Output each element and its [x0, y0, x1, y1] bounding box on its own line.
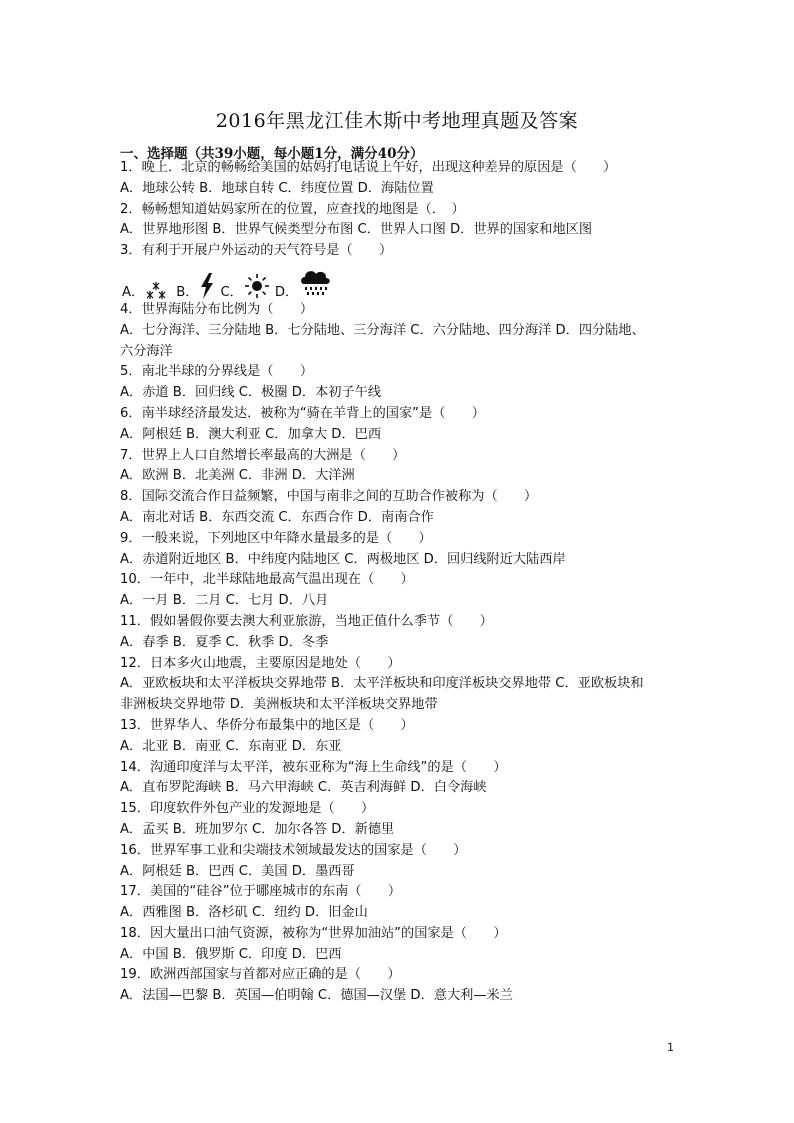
option-line: A．欧洲 B．北美洲 C．非洲 D．大洋洲: [120, 468, 355, 484]
option-c-label: C．: [220, 284, 243, 300]
page-number: 1: [667, 1041, 674, 1054]
question-line: 5．南北半球的分界线是（ ）: [120, 364, 314, 380]
option-line: A．地球公转 B．地球自转 C．纬度位置 D．海陆位置: [120, 180, 434, 196]
option-a-label: A．: [122, 284, 145, 300]
question-line: 13．世界华人、华侨分布最集中的地区是（ ）: [120, 717, 414, 733]
question-line: 19．欧洲西部国家与首都对应正确的是（ ）: [120, 967, 401, 983]
option-line: A．法国—巴黎 B．英国—伯明翰 C．德国—汉堡 D．意大利—米兰: [120, 988, 513, 1004]
weather-icon-options: [120, 262, 680, 300]
question-line: 4．世界海陆分布比例为（ ）: [120, 301, 314, 317]
option-b-label: B．: [176, 284, 199, 300]
question-body: [120, 158, 680, 1007]
question-line: 17．美国的“硅谷”位于哪座城市的东南（ ）: [120, 884, 402, 900]
option-line: A．赤道 B．回归线 C．极圈 D．本初子午线: [120, 385, 382, 401]
question-line: 10．一年中，北半球陆地最高气温出现在（ ）: [120, 572, 414, 588]
option-line: A．亚欧板块和太平洋板块交界地带 B．太平洋板块和印度洋板块交界地带 C．亚欧板块和: [120, 676, 644, 692]
question-line: 12．日本多火山地震，主要原因是地处（ ）: [120, 655, 401, 671]
question-line: 2．畅畅想知道姑妈家所在的位置，应查找的地图是（． ）: [120, 201, 465, 217]
question-line: 7．世界上人口自然增长率最高的大洲是（ ）: [120, 447, 406, 463]
question-line: 3．有利于开展户外运动的天气符号是（ ）: [120, 243, 393, 259]
option-line: A．直布罗陀海峡 B．马六甲海峡 C．英吉利海鲜 D．白令海峡: [120, 780, 487, 796]
question-line: 9．一般来说，下列地区中年降水量最多的是（ ）: [120, 530, 432, 546]
question-line: 15．印度软件外包产业的发源地是（ ）: [120, 801, 375, 817]
option-line: A．中国 B．俄罗斯 C．印度 D．巴西: [120, 946, 342, 962]
option-line: A．孟买 B．班加罗尔 C．加尔各答 D．新德里: [120, 821, 395, 837]
sun-icon: [243, 272, 271, 300]
option-line: A．赤道附近地区 B．中纬度内陆地区 C．两极地区 D．回归线附近大陆西岸: [120, 551, 566, 567]
question-line: 16．世界军事工业和尖端技术领域最发达的国家是（ ）: [120, 842, 467, 858]
option-line-continued: 六分海洋: [120, 343, 173, 359]
option-line: A．西雅图 B．洛杉矶 C．纽约 D．旧金山: [120, 905, 368, 921]
lightning-icon: [198, 272, 216, 300]
option-line: A．一月 B．二月 C．七月 D．八月: [120, 593, 329, 609]
section-heading: 一、选择题（共39小题，每小题1分，满分40分）: [120, 146, 424, 162]
option-line: A．南北对话 B．东西交流 C．东西合作 D．南南合作: [120, 509, 434, 525]
question-line: 14．沟通印度洋与太平洋，被东亚称为“海上生命线”的是（ ）: [120, 759, 507, 775]
question-line: 6．南半球经济最发达．被称为“骑在羊背上的国家”是（ ）: [120, 405, 485, 421]
question-line: 1．晚上．北京的畅畅给美国的姑妈打电话说上午好，出现这种差异的原因是（ ）: [120, 160, 617, 175]
rain-cloud-icon: [298, 266, 332, 300]
option-line-continued: 非洲板块交界地带 D．美洲板块和太平洋板块交界地带: [120, 697, 438, 713]
option-line: A．春季 B．夏季 C．秋季 D．冬季: [120, 634, 329, 650]
question-line: 11．假如暑假你要去澳大利亚旅游，当地正值什么季节（ ）: [120, 613, 493, 629]
option-line: A．阿根廷 B．澳大利亚 C．加拿大 D．巴西: [120, 426, 382, 442]
option-line: A．七分海洋、三分陆地 B．七分陆地、三分海洋 C．六分陆地、四分海洋 D．四分陆地、: [120, 322, 645, 338]
snow-icon: [144, 280, 170, 300]
question-line: 18．因大量出口油气资源，被称为“世界加油站”的国家是（ ）: [120, 925, 507, 941]
page-title: 2016年黑龙江佳木斯中考地理真题及答案: [215, 110, 579, 132]
option-line: A．阿根廷 B．巴西 C．美国 D．墨西哥: [120, 863, 355, 879]
option-line: A．世界地形图 B．世界气候类型分布图 C．世界人口图 D．世界的国家和地区图: [120, 222, 593, 238]
question-line: 8．国际交流合作日益频繁，中国与南非之间的互助合作被称为（ ）: [120, 489, 538, 505]
option-line: A．北亚 B．南亚 C．东南亚 D．东亚: [120, 738, 342, 754]
option-d-label: D．: [274, 284, 299, 300]
